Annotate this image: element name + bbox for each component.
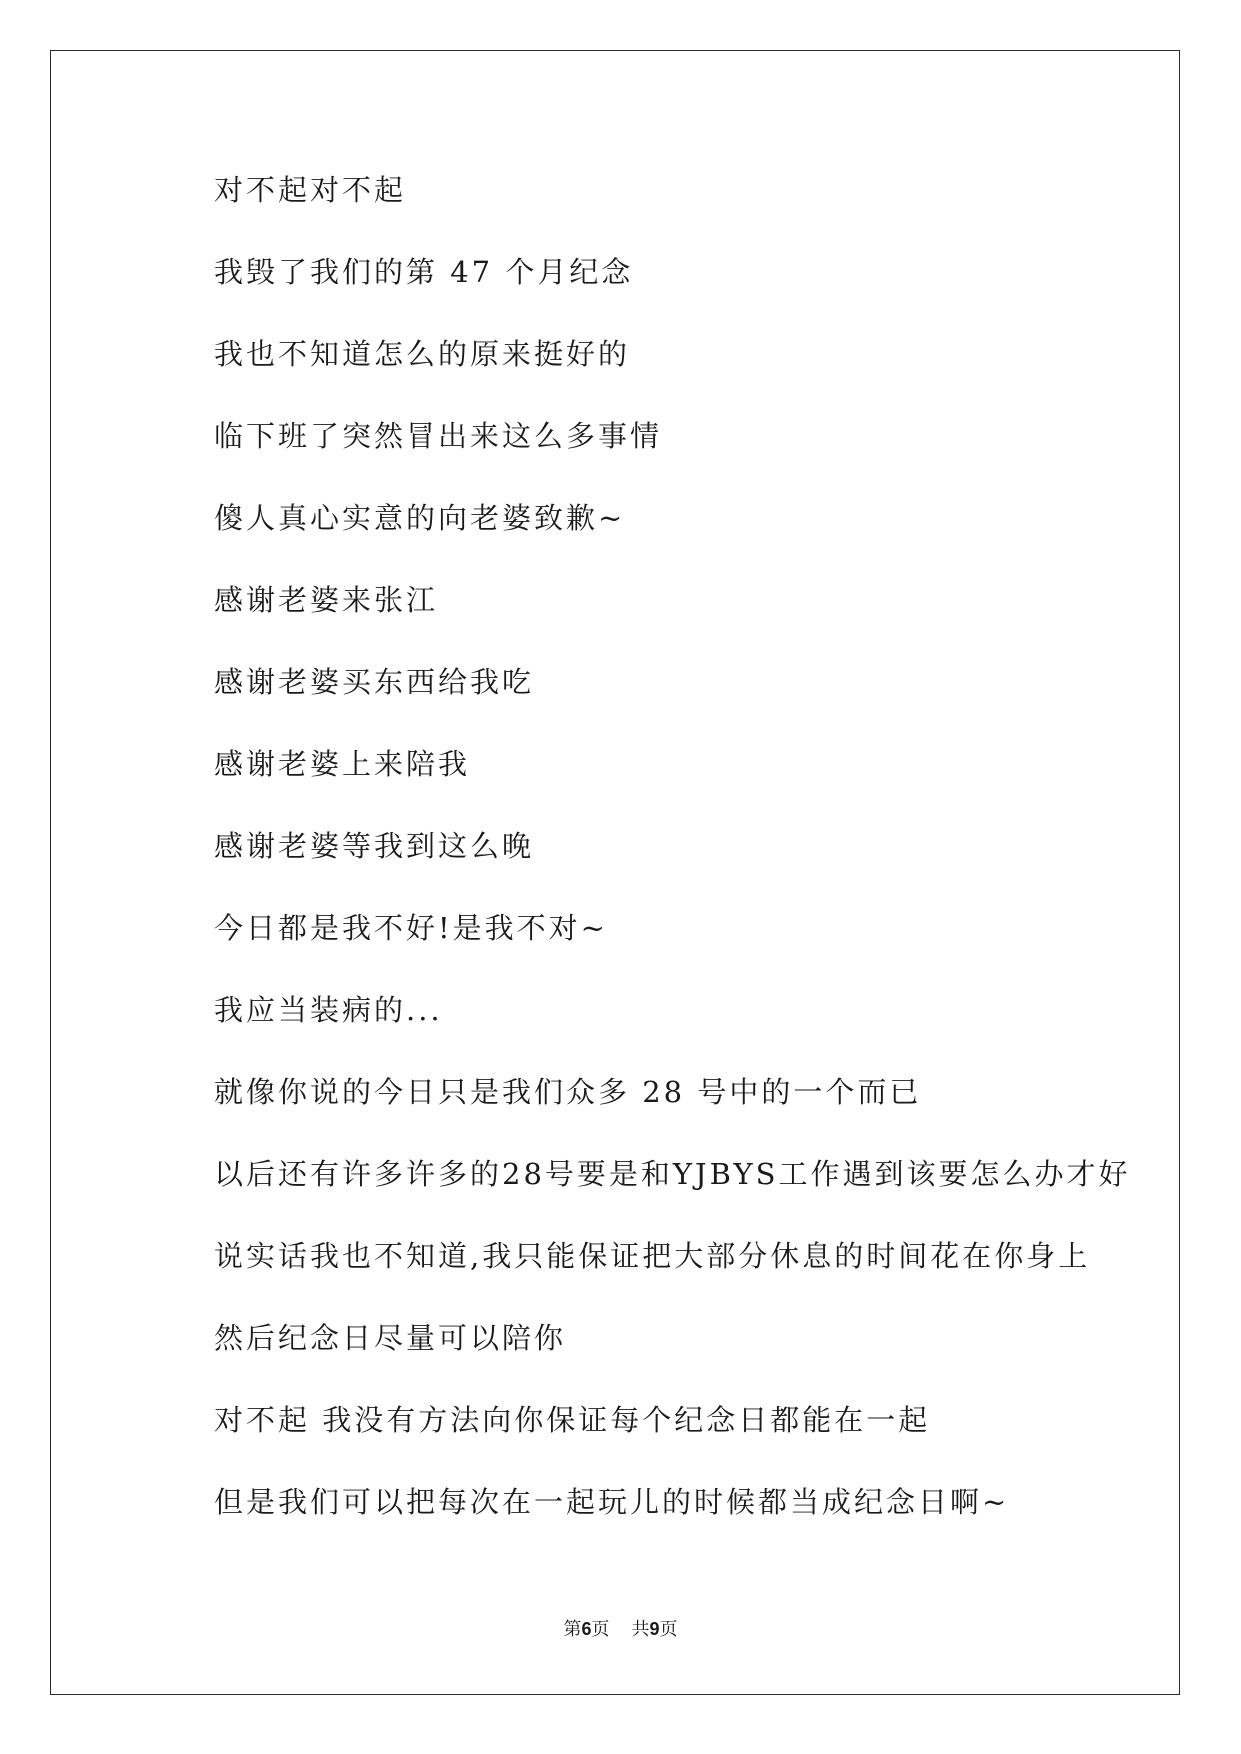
page-current: 6 (581, 1619, 592, 1639)
page-footer (0, 1617, 1241, 1642)
text-line: 我也不知道怎么的原来挺好的 (214, 337, 631, 371)
text-line: 傻人真心实意的向老婆致歉~ (214, 501, 626, 535)
total-prefix: 共 (631, 1619, 650, 1640)
text-line: 感谢老婆上来陪我 (214, 747, 471, 781)
text-line: 我应当装病的... (214, 993, 443, 1027)
page-prefix: 第 (563, 1619, 582, 1640)
text-line: 对不起 我没有方法向你保证每个纪念日都能在一起 (214, 1403, 931, 1437)
text-line: 然后纪念日尽量可以陪你 (214, 1321, 567, 1355)
text-line: 以后还有许多许多的28号要是和YJBYS工作遇到该要怎么办才好 (214, 1157, 1131, 1191)
text-line: 感谢老婆来张江 (214, 583, 439, 617)
text-line: 我毁了我们的第 47 个月纪念 (214, 255, 634, 289)
text-line: 感谢老婆买东西给我吃 (214, 665, 535, 699)
text-line: 临下班了突然冒出来这么多事情 (214, 419, 663, 453)
text-line: 但是我们可以把每次在一起玩儿的时候都当成纪念日啊~ (214, 1485, 1010, 1519)
document-body (214, 164, 1131, 1558)
text-line: 就像你说的今日只是我们众多 28 号中的一个而已 (214, 1075, 922, 1109)
text-line: 感谢老婆等我到这么晚 (214, 829, 535, 863)
page-total: 9 (649, 1619, 660, 1639)
text-line: 今日都是我不好!是我不对~ (214, 911, 608, 945)
total-suffix: 页 (659, 1619, 678, 1640)
text-line: 说实话我也不知道,我只能保证把大部分休息的时间花在你身上 (214, 1239, 1091, 1273)
text-line: 对不起对不起 (214, 173, 407, 207)
page-suffix: 页 (591, 1619, 610, 1640)
